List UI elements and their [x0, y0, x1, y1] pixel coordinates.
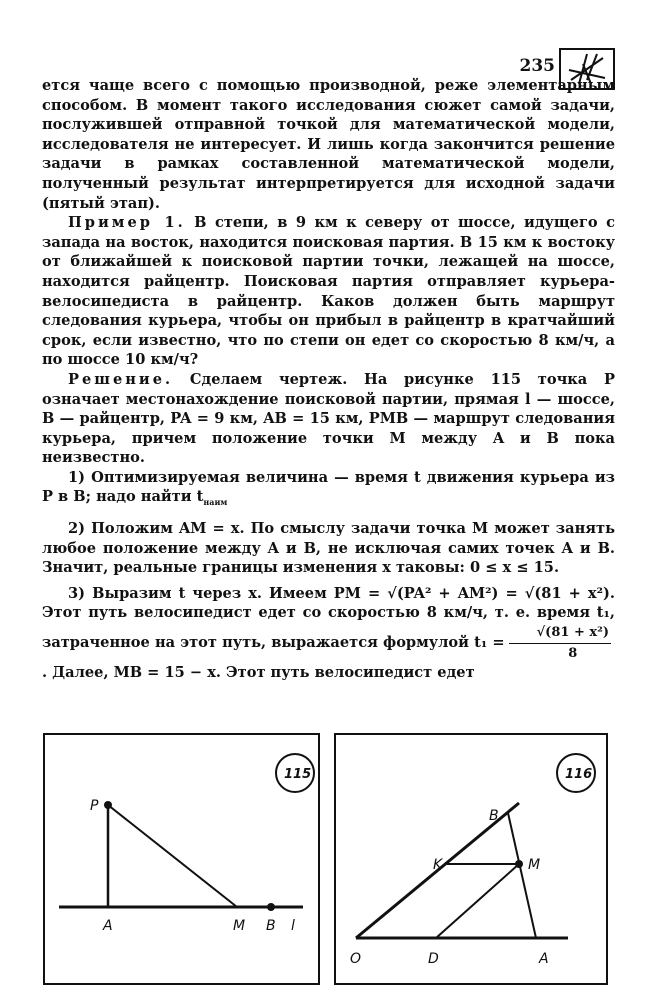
label-A: A — [103, 918, 113, 934]
figure-116-number: 116 — [565, 767, 593, 782]
body-text — [42, 76, 615, 683]
label-P: P — [90, 798, 99, 814]
label-A: A — [539, 951, 549, 967]
step-3-continuation: . Далее, MB = 15 − x. Этот путь велосипедист едет — [42, 664, 475, 682]
segment-PM — [108, 805, 237, 907]
formula-fraction — [509, 623, 611, 663]
step-1-text: 1) Оптимизируемая величина — время t движения курьера из P в B; надо найти t — [42, 468, 615, 506]
point-B — [267, 903, 275, 911]
label-B: B — [266, 918, 276, 934]
paragraph-step-3 — [42, 584, 615, 683]
segment-BA — [508, 813, 536, 938]
paragraph-intro: ется чаще всего с помощью производной, реже элементарным способом. В момент такого исследования сюжет самой задачи, послужившей отправной точкой для математической модели, исследователя не интересует. И лишь когда закончится решение задачи в рамках составленной математической модели, полученный результат интерпретируется для исходной задачи (пятый этап). — [42, 77, 615, 212]
step-3-text: 3) Выразим t через x. Имеем PM = √(PA² + AM²) = √(81 + x²). Этот путь велосипедист едет со скоростью 8 км/ч, т. е. время t₁, затраченное на этот путь, выражается формулой — [42, 584, 615, 652]
figure-115 — [43, 733, 320, 985]
label-M: M — [528, 857, 541, 873]
formula-numerator: √(81 + x²) — [509, 623, 611, 644]
figure-115-number: 115 — [284, 767, 312, 782]
paragraph-example — [42, 213, 615, 370]
label-M: M — [233, 918, 246, 934]
label-B: B — [489, 808, 499, 824]
paragraph-step-2: 2) Положим AM = x. По смыслу задачи точка M может занять любое положение между A и B, не исключая самих точек A и B. Значит, реальные границы изменения x таковы: 0 ≤ x ≤ 15. — [42, 519, 615, 577]
example-text: В степи, в 9 км к северу от шоссе, идущего с запада на восток, находится поисковая партия. В 15 км к востоку от ближайшей к поисковой партии точки, лежащей на шоссе, находится райцентр. Поисковая партия отправляет курьера-велосипедиста в райцентр. Каков должен быть маршрут следования курьера, чтобы он прибыл в райцентр в кратчайший срок, если известно, что по степи он едет со скоростью 8 км/ч, а по шоссе 10 км/ч? — [42, 214, 615, 369]
point-P — [104, 801, 112, 809]
example-label: Пример 1. — [68, 214, 186, 232]
label-D: D — [428, 951, 439, 967]
t-subscript: наим — [203, 497, 228, 508]
formula-lhs: t₁ = — [474, 634, 505, 652]
point-M — [515, 860, 523, 868]
label-K: K — [433, 857, 443, 873]
label-l: l — [291, 918, 295, 934]
figure-116 — [334, 733, 608, 985]
page-number: 235 — [519, 56, 555, 76]
label-O: O — [350, 951, 362, 967]
solution-text: Сделаем чертеж. На рисунке 115 точка P означает местонахождение поисковой партии, прямая l — шоссе, B — райцентр, PA = 9 км, AB = 15 км, PMB — маршрут следования курьера, причем положение точки M между A и B пока неизвестно. — [42, 370, 615, 467]
solution-label: Решение. — [68, 370, 174, 388]
segment-DM — [436, 864, 519, 938]
paragraph-step-1 — [42, 468, 615, 513]
paragraph-solution — [42, 370, 615, 468]
formula-denominator: 8 — [568, 645, 578, 661]
